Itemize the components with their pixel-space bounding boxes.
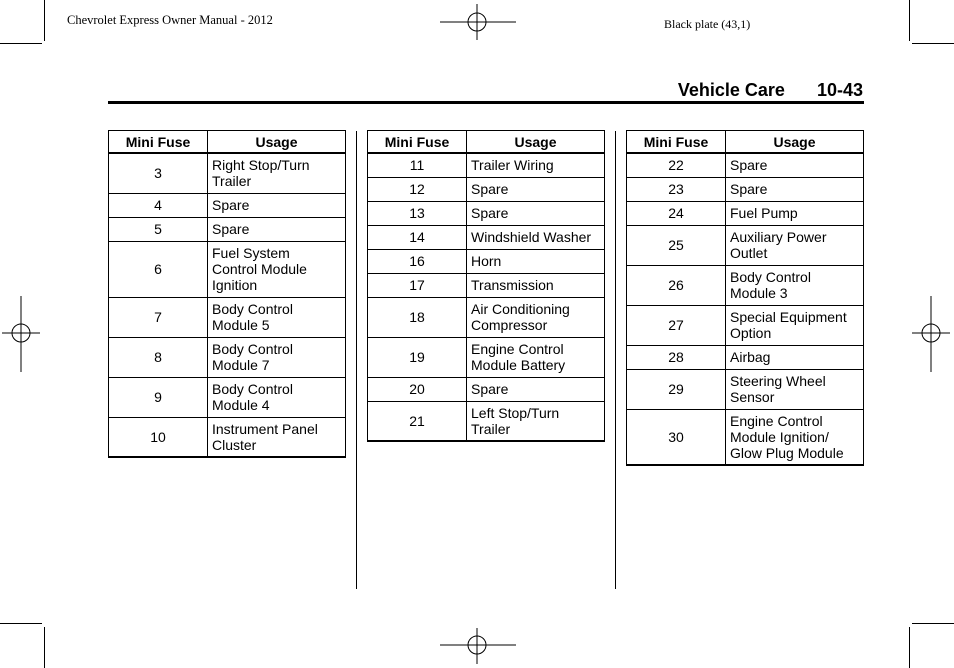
table-row xyxy=(368,177,605,201)
column-divider xyxy=(615,131,616,589)
fuse-number: 22 xyxy=(627,153,726,177)
fuse-usage: Airbag xyxy=(726,345,864,369)
table-row xyxy=(109,337,346,377)
fuse-usage: Instrument Panel Cluster xyxy=(208,417,346,457)
fuse-usage: Trailer Wiring xyxy=(467,153,605,177)
column-header-usage: Usage xyxy=(467,131,605,154)
fuse-usage: Engine Control Module Ignition/ Glow Plug Module xyxy=(726,409,864,465)
fuse-usage: Spare xyxy=(726,153,864,177)
fuse-number: 6 xyxy=(109,241,208,297)
table-row xyxy=(627,409,864,465)
fuse-number: 16 xyxy=(368,249,467,273)
fuse-number: 17 xyxy=(368,273,467,297)
fuse-number: 4 xyxy=(109,193,208,217)
table-row xyxy=(627,201,864,225)
crop-mark xyxy=(0,623,42,624)
fuse-number: 9 xyxy=(109,377,208,417)
crop-mark xyxy=(909,0,910,41)
fuse-usage: Body Control Module 3 xyxy=(726,265,864,305)
header-rule xyxy=(108,101,864,104)
table-row xyxy=(627,225,864,265)
fuse-number: 3 xyxy=(109,153,208,193)
fuse-number: 7 xyxy=(109,297,208,337)
table-row xyxy=(368,225,605,249)
crop-mark xyxy=(0,43,42,44)
fuse-usage: Body Control Module 4 xyxy=(208,377,346,417)
fuse-usage: Spare xyxy=(467,377,605,401)
fuse-number: 12 xyxy=(368,177,467,201)
fuse-number: 13 xyxy=(368,201,467,225)
table-row xyxy=(109,377,346,417)
fuse-usage: Fuel System Control Module Ignition xyxy=(208,241,346,297)
table-row xyxy=(368,377,605,401)
fuse-usage: Auxiliary Power Outlet xyxy=(726,225,864,265)
registration-mark-left xyxy=(2,296,40,372)
fuse-number: 14 xyxy=(368,225,467,249)
crop-mark xyxy=(912,43,954,44)
fuse-usage: Left Stop/Turn Trailer xyxy=(467,401,605,441)
table-row xyxy=(368,249,605,273)
column-divider xyxy=(356,131,357,589)
crop-mark xyxy=(912,623,954,624)
table-row xyxy=(368,273,605,297)
fuse-usage: Spare xyxy=(467,201,605,225)
table-row xyxy=(368,153,605,177)
section-heading xyxy=(108,80,863,101)
fuse-table-1 xyxy=(108,130,346,458)
table-row xyxy=(368,201,605,225)
fuse-number: 18 xyxy=(368,297,467,337)
fuse-number: 21 xyxy=(368,401,467,441)
table-row xyxy=(627,177,864,201)
manual-title: Chevrolet Express Owner Manual - 2012 xyxy=(67,13,273,27)
fuse-number: 30 xyxy=(627,409,726,465)
fuse-usage: Spare xyxy=(467,177,605,201)
fuse-usage: Engine Control Module Battery xyxy=(467,337,605,377)
fuse-usage: Steering Wheel Sensor xyxy=(726,369,864,409)
registration-mark-top xyxy=(440,4,516,40)
table-row xyxy=(627,369,864,409)
page-number: 10-43 xyxy=(816,80,863,100)
fuse-number: 28 xyxy=(627,345,726,369)
fuse-usage: Right Stop/Turn Trailer xyxy=(208,153,346,193)
section-name: Vehicle Care xyxy=(677,80,785,100)
fuse-number: 24 xyxy=(627,201,726,225)
table-row xyxy=(109,241,346,297)
table-row xyxy=(368,401,605,441)
table-row xyxy=(109,193,346,217)
fuse-table-3 xyxy=(626,130,864,466)
table-row xyxy=(109,297,346,337)
table-row xyxy=(109,417,346,457)
table-row xyxy=(627,345,864,369)
registration-mark-bottom xyxy=(440,628,516,664)
column-header-usage: Usage xyxy=(208,131,346,154)
fuse-number: 23 xyxy=(627,177,726,201)
fuse-usage: Spare xyxy=(726,177,864,201)
fuse-number: 27 xyxy=(627,305,726,345)
fuse-usage: Air Conditioning Compressor xyxy=(467,297,605,337)
fuse-number: 8 xyxy=(109,337,208,377)
column-header-mini-fuse: Mini Fuse xyxy=(109,131,208,154)
plate-label: Black plate (43,1) xyxy=(664,17,751,31)
crop-mark xyxy=(909,627,910,668)
table-row xyxy=(109,217,346,241)
fuse-number: 10 xyxy=(109,417,208,457)
fuse-usage: Special Equipment Option xyxy=(726,305,864,345)
table-row xyxy=(109,153,346,193)
fuse-number: 20 xyxy=(368,377,467,401)
fuse-usage: Transmission xyxy=(467,273,605,297)
fuse-number: 5 xyxy=(109,217,208,241)
fuse-number: 25 xyxy=(627,225,726,265)
table-row xyxy=(368,337,605,377)
crop-mark xyxy=(44,627,45,668)
fuse-number: 26 xyxy=(627,265,726,305)
column-header-usage: Usage xyxy=(726,131,864,154)
crop-mark xyxy=(44,0,45,41)
table-row xyxy=(627,305,864,345)
fuse-usage: Body Control Module 7 xyxy=(208,337,346,377)
fuse-usage: Body Control Module 5 xyxy=(208,297,346,337)
fuse-table-2 xyxy=(367,130,605,442)
column-header-mini-fuse: Mini Fuse xyxy=(368,131,467,154)
fuse-usage: Windshield Washer xyxy=(467,225,605,249)
column-header-mini-fuse: Mini Fuse xyxy=(627,131,726,154)
fuse-number: 29 xyxy=(627,369,726,409)
fuse-usage: Horn xyxy=(467,249,605,273)
fuse-usage: Spare xyxy=(208,193,346,217)
registration-mark-right xyxy=(912,296,950,372)
table-row xyxy=(627,265,864,305)
fuse-number: 11 xyxy=(368,153,467,177)
fuse-usage: Fuel Pump xyxy=(726,201,864,225)
table-row xyxy=(368,297,605,337)
fuse-number: 19 xyxy=(368,337,467,377)
fuse-usage: Spare xyxy=(208,217,346,241)
table-row xyxy=(627,153,864,177)
